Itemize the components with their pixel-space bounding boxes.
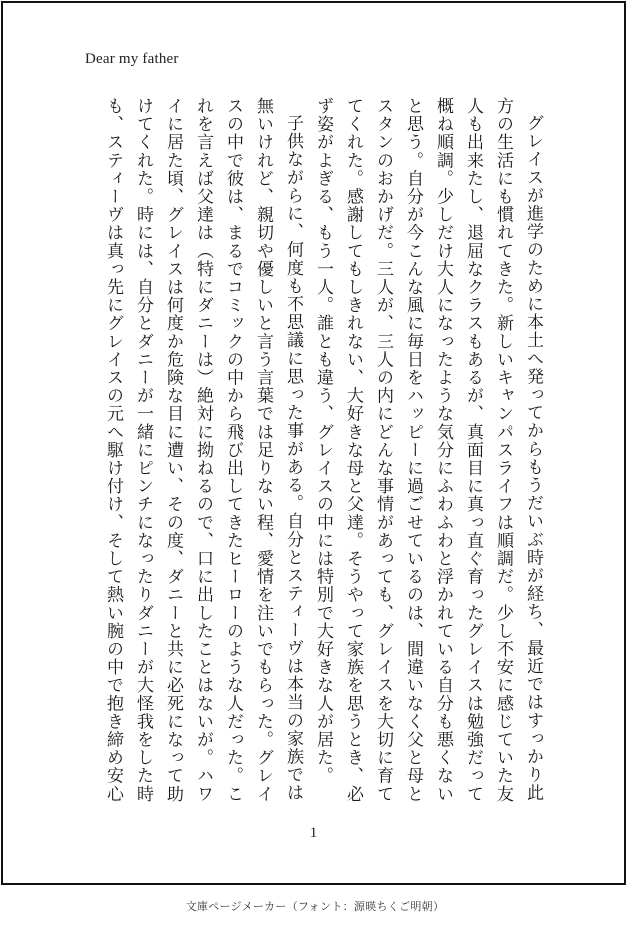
header-title: Dear my father — [85, 51, 179, 67]
vertical-body-text — [68, 97, 548, 809]
footer-credit: 文庫ページメーカー（フォント：源暎ちくご明朝） — [185, 900, 445, 913]
book-page — [1, 1, 626, 885]
page-number: 1 — [309, 825, 318, 841]
paragraph-1: グレイスが進学のために本土へ発ってからもうだいぶ時が経ち、最近ではすっかり此方の生活にも慣れてきた。新しいキャンパスライフは順調だ。少し不安に感じていた友人も出来たし、退屈なクラスもあるが、真面目に真っ直ぐ育ったグレイスは勉強だって概ね順調。少しだけ大人になったような気分にふわふわと浮かれている自分も悪くないと思う。自分が今こんな風に毎日をハッピーに過ごせているのは、間違いなく父と母とスタンのおかげだ。三人が、三人の内にどんな事情があっても、グレイスを大切に育ててくれた。感謝してもしきれない、大好きな母と父達。そうやって家族を思うとき、必ず姿がよぎる、もう一人。誰とも違う、グレイスの中には特別で大好きな人が居た。 — [313, 97, 543, 803]
paragraph-2: 子供ながらに、何度も不思議に思った事がある。自分とスティーヴは本当の家族では無いけれど、親切や優しいと言う言葉では足りない程、愛情を注いでもらった。グレイスの中で彼は、まるでコミックの中から飛び出してきたヒーローのような人だった。これを言えば父達は（特にダニーは）絶対に拗ねるので、口に出したことはないが。ハワイに居た頃、グレイスは何度か危険な目に遭い、その度、ダニーと共に必死になって助けてくれた。時には、自分とダニーが一緒にピンチになったりダニーが大怪我をした時も、スティーヴは真っ先にグレイスの元へ駆け付け、そして熱い腕の中で抱き締め安心 — [103, 97, 303, 803]
